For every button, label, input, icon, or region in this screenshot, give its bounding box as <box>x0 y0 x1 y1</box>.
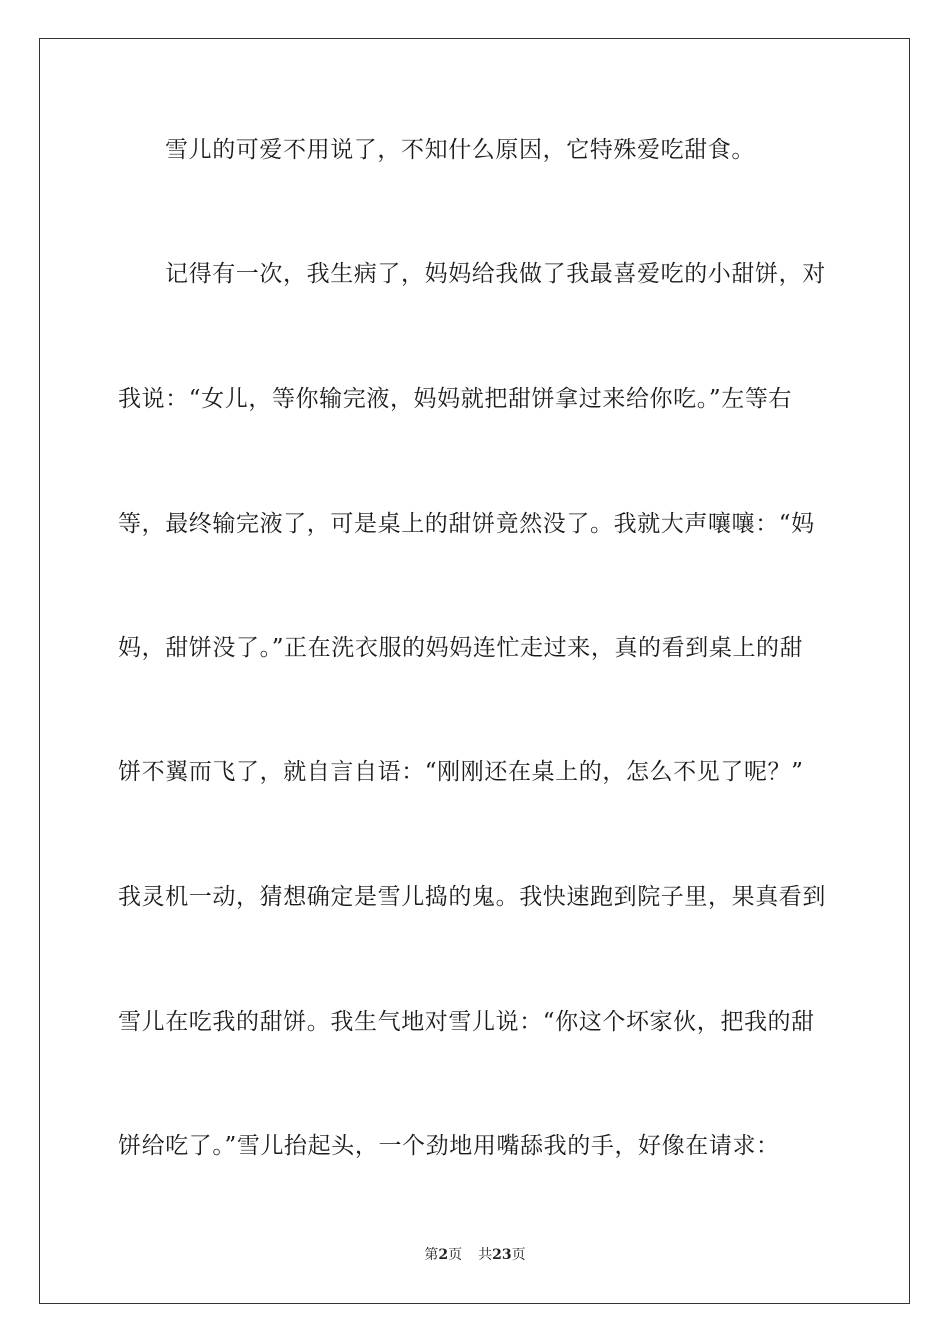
page-border <box>39 38 910 1304</box>
paragraph-line: 饼不翼而飞了，就自言自语：“刚刚还在桌上的，怎么不见了呢？” <box>118 759 804 785</box>
paragraph-line: 等，最终输完液了，可是桌上的甜饼竟然没了。我就大声嚷嚷：“妈 <box>118 511 815 537</box>
page-total: 23 <box>492 1247 512 1263</box>
page-footer <box>0 1246 950 1264</box>
page-prefix: 第 <box>424 1247 439 1263</box>
paragraph-line: 我说：“女儿，等你输完液，妈妈就把甜饼拿过来给你吃。”左等右 <box>118 386 793 412</box>
paragraph-line: 雪儿在吃我的甜饼。我生气地对雪儿说：“你这个坏家伙，把我的甜 <box>118 1009 815 1035</box>
page-current: 2 <box>438 1247 449 1263</box>
total-prefix: 共 <box>478 1247 493 1263</box>
page-suffix: 页 <box>448 1247 463 1263</box>
paragraph-line: 饼给吃了。”雪儿抬起头，一个劲地用嘴舔我的手，好像在请求： <box>118 1133 780 1159</box>
total-suffix: 页 <box>511 1247 526 1263</box>
paragraph-line: 记得有一次，我生病了，妈妈给我做了我最喜爱吃的小甜饼，对 <box>165 261 826 287</box>
paragraph-line: 我灵机一动，猜想确定是雪儿捣的鬼。我快速跑到院子里，果真看到 <box>118 884 826 910</box>
paragraph-line: 妈，甜饼没了。”正在洗衣服的妈妈连忙走过来，真的看到桌上的甜 <box>118 635 804 661</box>
paragraph-line: 雪儿的可爱不用说了，不知什么原因，它特殊爱吃甜食。 <box>165 137 755 163</box>
